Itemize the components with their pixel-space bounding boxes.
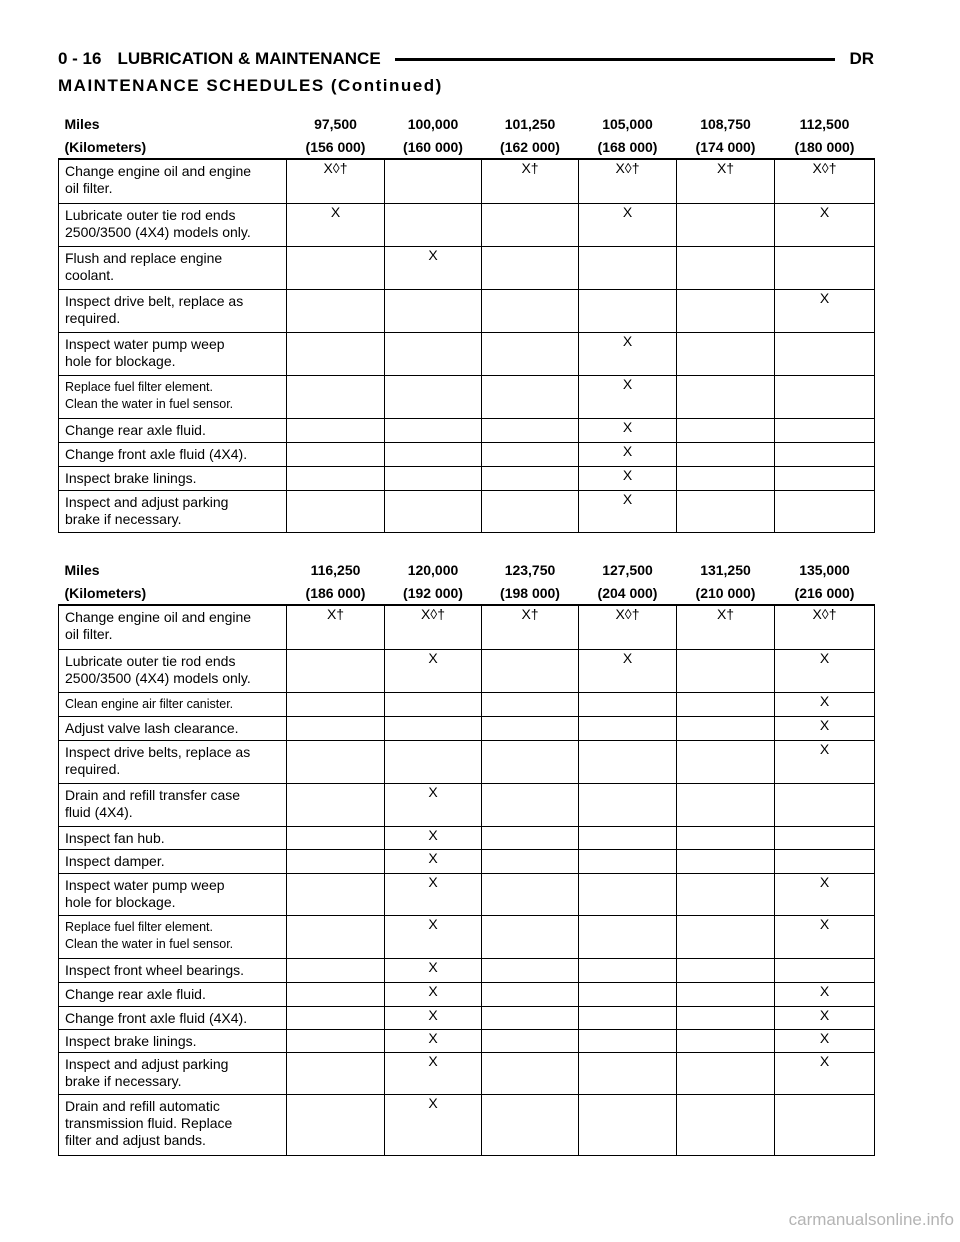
task-cell	[59, 332, 287, 375]
schedule-mark: X	[385, 1052, 482, 1094]
schedule-mark	[579, 1094, 677, 1155]
watermark	[0, 1210, 960, 1230]
task-line: Inspect water pump weep	[65, 876, 225, 893]
schedule-mark	[482, 1052, 579, 1094]
schedule-mark	[482, 740, 579, 783]
schedule-mark: X	[287, 203, 385, 246]
table-row	[59, 1094, 875, 1155]
task-line: Drain and refill transfer case	[65, 786, 241, 803]
kilometers-header-row-value: (174 000)	[695, 138, 756, 155]
schedule-mark	[482, 332, 579, 375]
schedule-mark: X	[775, 982, 875, 1006]
table-row	[59, 915, 875, 958]
schedule-mark	[482, 1029, 579, 1052]
schedule-mark	[677, 1052, 775, 1094]
schedule-mark	[677, 418, 775, 442]
kilometers-header-row-value: (162 000)	[500, 138, 560, 155]
schedule-mark	[385, 466, 482, 490]
schedule-mark	[385, 692, 482, 716]
schedule-mark	[677, 716, 775, 740]
kilometers-header-row-value: (180 000)	[794, 138, 855, 155]
schedule-mark: X	[385, 958, 482, 982]
task-line: Inspect brake linings.	[65, 1032, 197, 1049]
schedule-mark	[482, 826, 579, 849]
task-line: Inspect drive belts, replace as	[65, 743, 251, 760]
kilometers-header-row-value: (204 000)	[597, 584, 658, 601]
schedule-mark	[677, 740, 775, 783]
schedule-mark: X	[775, 716, 875, 740]
task-line: Replace fuel filter element.	[65, 919, 213, 934]
kilometers-header-row-value: (156 000)	[305, 138, 366, 155]
schedule-mark: X	[775, 289, 875, 332]
task-cell	[59, 692, 287, 716]
miles-header-row-value: 112,500	[799, 116, 850, 132]
schedule-mark	[677, 375, 775, 418]
task-line: Change front axle fluid (4X4).	[65, 445, 248, 462]
schedule-mark	[287, 490, 385, 532]
task-line: filter and adjust bands.	[65, 1131, 206, 1148]
schedule-mark	[287, 982, 385, 1006]
schedule-mark	[482, 246, 579, 289]
schedule-mark	[677, 466, 775, 490]
table-row	[59, 442, 875, 466]
schedule-mark	[482, 783, 579, 826]
task-cell	[59, 982, 287, 1006]
schedule-mark	[287, 375, 385, 418]
task-line: Adjust valve lash clearance.	[65, 719, 239, 736]
schedule-mark: X†	[287, 605, 385, 649]
task-line: brake if necessary.	[65, 1072, 182, 1089]
page-number: 0 - 16	[58, 49, 102, 68]
schedule-mark	[287, 958, 385, 982]
schedule-mark: X	[579, 466, 677, 490]
kilometers-header-row-label: (Kilometers)	[64, 138, 147, 155]
chapter-title: LUBRICATION & MAINTENANCE	[117, 49, 381, 68]
task-cell	[59, 740, 287, 783]
task-line: hole for blockage.	[65, 352, 176, 369]
miles-header-row-value: 135,000	[799, 562, 850, 578]
schedule-mark	[482, 418, 579, 442]
schedule-mark: X	[385, 873, 482, 915]
schedule-mark	[677, 692, 775, 716]
task-cell	[59, 783, 287, 826]
schedule-mark	[385, 740, 482, 783]
schedule-mark	[287, 915, 385, 958]
schedule-mark	[775, 418, 875, 442]
miles-header-row-label: Miles	[64, 562, 100, 578]
schedule-mark	[287, 826, 385, 849]
task-line: oil filter.	[65, 626, 113, 642]
schedule-mark	[287, 1052, 385, 1094]
task-line: hole for blockage.	[65, 893, 176, 910]
schedule-mark	[287, 1006, 385, 1029]
table-row	[59, 873, 875, 915]
schedule-mark: X	[775, 915, 875, 958]
schedule-mark: X	[385, 1094, 482, 1155]
schedule-mark	[385, 332, 482, 375]
schedule-mark: X	[775, 1052, 875, 1094]
table-row	[59, 466, 875, 490]
schedule-mark	[287, 332, 385, 375]
schedule-mark	[579, 740, 677, 783]
schedule-mark: X	[579, 490, 677, 532]
schedule-mark	[775, 958, 875, 982]
task-line: 2500/3500 (4X4) models only.	[65, 669, 251, 686]
task-cell	[59, 418, 287, 442]
schedule-mark	[482, 958, 579, 982]
task-line: Inspect and adjust parking	[65, 493, 229, 510]
schedule-mark	[677, 289, 775, 332]
task-cell	[59, 605, 287, 649]
table-row	[59, 740, 875, 783]
task-cell	[59, 1029, 287, 1052]
schedule-mark	[287, 649, 385, 692]
schedule-mark: X	[579, 203, 677, 246]
schedule-mark	[579, 246, 677, 289]
schedule-table-2	[58, 559, 875, 1156]
table-row	[59, 958, 875, 982]
schedule-mark	[287, 740, 385, 783]
schedule-mark	[482, 692, 579, 716]
schedule-mark: X◊†	[287, 159, 385, 203]
task-cell	[59, 716, 287, 740]
schedule-mark	[482, 442, 579, 466]
schedule-mark: X◊†	[579, 605, 677, 649]
table-row	[59, 982, 875, 1006]
schedule-mark	[482, 649, 579, 692]
schedule-mark	[579, 716, 677, 740]
schedule-mark	[385, 442, 482, 466]
schedule-mark: X	[385, 1006, 482, 1029]
schedule-mark	[677, 826, 775, 849]
schedule-mark: X	[775, 692, 875, 716]
schedule-mark	[385, 289, 482, 332]
task-line: fluid (4X4).	[65, 803, 133, 820]
table-row	[59, 605, 875, 649]
schedule-mark	[482, 203, 579, 246]
schedule-mark	[287, 418, 385, 442]
schedule-mark: X	[385, 849, 482, 873]
schedule-mark	[579, 1029, 677, 1052]
schedule-mark	[677, 442, 775, 466]
task-line: Change engine oil and engine	[65, 609, 252, 625]
kilometers-header-row-value: (186 000)	[305, 584, 366, 601]
task-cell	[59, 490, 287, 532]
schedule-mark	[677, 915, 775, 958]
miles-header-row-value: 120,000	[407, 562, 459, 578]
schedule-mark	[677, 1006, 775, 1029]
task-cell	[59, 826, 287, 849]
table-row	[59, 332, 875, 375]
task-cell	[59, 1052, 287, 1094]
miles-header-row-value: 123,750	[504, 562, 556, 578]
table-row	[59, 849, 875, 873]
schedule-mark	[385, 375, 482, 418]
schedule-mark	[775, 332, 875, 375]
schedule-mark	[579, 958, 677, 982]
kilometers-header-row-value: (198 000)	[500, 584, 560, 601]
table-row	[59, 716, 875, 740]
schedule-mark: X	[579, 418, 677, 442]
task-line: Clean engine air filter canister.	[65, 696, 234, 711]
schedule-mark	[677, 246, 775, 289]
task-line: Change rear axle fluid.	[65, 985, 206, 1002]
miles-header-row-value: 116,250	[310, 562, 361, 578]
schedule-mark	[385, 716, 482, 740]
task-cell	[59, 159, 287, 203]
schedule-mark	[677, 849, 775, 873]
task-line: Clean the water in fuel sensor.	[65, 936, 234, 951]
schedule-mark: X	[385, 982, 482, 1006]
schedule-mark	[677, 490, 775, 532]
task-line: Change rear axle fluid.	[65, 421, 206, 438]
table-row	[59, 375, 875, 418]
schedule-mark	[775, 490, 875, 532]
task-cell	[59, 203, 287, 246]
schedule-mark: X◊†	[579, 159, 677, 203]
schedule-mark	[677, 332, 775, 375]
schedule-mark	[677, 958, 775, 982]
table-row	[59, 289, 875, 332]
task-cell	[59, 289, 287, 332]
table-row	[59, 203, 875, 246]
task-line: required.	[65, 760, 121, 777]
section-title: MAINTENANCE SCHEDULES (Continued)	[58, 76, 443, 95]
schedule-mark	[287, 466, 385, 490]
task-cell	[59, 1006, 287, 1029]
task-line: Inspect front wheel bearings.	[65, 961, 244, 978]
table-row	[59, 418, 875, 442]
task-line: 2500/3500 (4X4) models only.	[65, 223, 251, 240]
schedule-mark	[482, 466, 579, 490]
miles-header-row-label: Miles	[64, 116, 100, 132]
schedule-mark: X†	[482, 605, 579, 649]
schedule-mark	[579, 849, 677, 873]
schedule-mark: X	[385, 915, 482, 958]
schedule-mark	[385, 203, 482, 246]
schedule-mark	[287, 849, 385, 873]
miles-header-row-value: 108,750	[700, 116, 751, 132]
schedule-mark: X	[579, 375, 677, 418]
schedule-mark	[677, 1029, 775, 1052]
schedule-mark	[677, 203, 775, 246]
task-line: Clean the water in fuel sensor.	[65, 396, 234, 411]
task-cell	[59, 375, 287, 418]
schedule-mark: X	[579, 649, 677, 692]
schedule-mark	[775, 826, 875, 849]
task-line: coolant.	[65, 266, 115, 283]
task-line: brake if necessary.	[65, 510, 182, 527]
schedule-mark: X◊†	[385, 605, 482, 649]
schedule-mark: X◊†	[775, 159, 875, 203]
schedule-table-1	[58, 113, 875, 533]
task-line: Inspect brake linings.	[65, 469, 197, 486]
schedule-mark	[287, 692, 385, 716]
schedule-mark	[482, 490, 579, 532]
task-cell	[59, 958, 287, 982]
table-row	[59, 159, 875, 203]
kilometers-header-row	[59, 136, 875, 159]
table-row	[59, 1052, 875, 1094]
page-header	[58, 46, 874, 72]
schedule-mark	[579, 1052, 677, 1094]
miles-header-row-value: 97,500	[314, 116, 357, 132]
task-line: required.	[65, 309, 121, 326]
schedule-mark	[287, 783, 385, 826]
schedule-mark	[482, 982, 579, 1006]
schedule-mark	[775, 783, 875, 826]
kilometers-header-row-value: (168 000)	[597, 138, 658, 155]
schedule-mark	[677, 649, 775, 692]
schedule-mark	[385, 418, 482, 442]
task-cell	[59, 873, 287, 915]
task-line: Lubricate outer tie rod ends	[65, 652, 236, 669]
miles-header-row-value: 105,000	[602, 116, 653, 132]
task-line: Inspect and adjust parking	[65, 1055, 229, 1072]
task-cell	[59, 849, 287, 873]
miles-header-row-value: 101,250	[504, 116, 556, 132]
schedule-mark	[287, 289, 385, 332]
table-row	[59, 1006, 875, 1029]
schedule-mark	[677, 783, 775, 826]
schedule-mark	[385, 159, 482, 203]
header-rule	[395, 58, 836, 61]
task-cell	[59, 915, 287, 958]
schedule-mark: X	[385, 783, 482, 826]
table-row	[59, 783, 875, 826]
schedule-mark	[482, 849, 579, 873]
schedule-mark	[385, 490, 482, 532]
schedule-mark: X◊†	[775, 605, 875, 649]
task-cell	[59, 466, 287, 490]
schedule-mark	[287, 716, 385, 740]
task-line: Inspect water pump weep	[65, 335, 225, 352]
schedule-mark	[579, 783, 677, 826]
schedule-mark	[775, 246, 875, 289]
schedule-mark	[482, 716, 579, 740]
schedule-mark	[482, 289, 579, 332]
schedule-mark	[287, 1029, 385, 1052]
miles-header-row	[59, 113, 875, 136]
schedule-mark	[482, 1094, 579, 1155]
schedule-mark: X	[775, 1006, 875, 1029]
task-line: transmission fluid. Replace	[65, 1114, 233, 1131]
miles-header-row-value: 100,000	[407, 116, 459, 132]
task-cell	[59, 246, 287, 289]
schedule-mark: X	[385, 826, 482, 849]
schedule-mark	[287, 442, 385, 466]
schedule-mark	[775, 375, 875, 418]
schedule-mark: X†	[677, 605, 775, 649]
task-line: Replace fuel filter element.	[65, 379, 213, 394]
table-row	[59, 649, 875, 692]
miles-header-row	[59, 559, 875, 582]
schedule-mark: X	[385, 246, 482, 289]
task-line: Inspect damper.	[65, 852, 165, 869]
schedule-mark	[579, 289, 677, 332]
schedule-mark	[775, 466, 875, 490]
task-line: Change front axle fluid (4X4).	[65, 1009, 248, 1026]
schedule-mark	[482, 873, 579, 915]
schedule-mark	[579, 692, 677, 716]
schedule-mark: X	[579, 332, 677, 375]
task-line: Change engine oil and engine	[65, 163, 252, 179]
schedule-mark: X	[775, 649, 875, 692]
kilometers-header-row-value: (192 000)	[403, 584, 463, 601]
schedule-mark	[287, 873, 385, 915]
miles-header-row-value: 131,250	[700, 562, 751, 578]
schedule-mark	[677, 873, 775, 915]
schedule-mark	[482, 915, 579, 958]
schedule-mark: X	[775, 1029, 875, 1052]
task-line: Inspect fan hub.	[65, 829, 165, 846]
miles-header-row-value: 127,500	[602, 562, 653, 578]
kilometers-header-row-value: (210 000)	[695, 584, 756, 601]
task-cell	[59, 442, 287, 466]
chapter-code: DR	[849, 49, 874, 68]
schedule-mark: X	[775, 203, 875, 246]
task-line: oil filter.	[65, 180, 113, 196]
kilometers-header-row	[59, 582, 875, 605]
schedule-mark	[677, 982, 775, 1006]
task-cell	[59, 649, 287, 692]
table-row	[59, 246, 875, 289]
schedule-mark	[579, 982, 677, 1006]
schedule-mark	[287, 1094, 385, 1155]
kilometers-header-row-value: (216 000)	[794, 584, 855, 601]
kilometers-header-row-label: (Kilometers)	[64, 584, 147, 601]
schedule-mark	[579, 873, 677, 915]
kilometers-header-row-value: (160 000)	[403, 138, 463, 155]
schedule-mark: X†	[482, 159, 579, 203]
task-line: Inspect drive belt, replace as	[65, 292, 244, 309]
task-line: Lubricate outer tie rod ends	[65, 206, 236, 223]
schedule-mark	[482, 375, 579, 418]
schedule-mark	[775, 442, 875, 466]
schedule-mark: X	[385, 1029, 482, 1052]
schedule-mark: X†	[677, 159, 775, 203]
task-line: Flush and replace engine	[65, 249, 223, 266]
task-cell	[59, 1094, 287, 1155]
schedule-mark: X	[775, 873, 875, 915]
schedule-mark: X	[385, 649, 482, 692]
table-row	[59, 1029, 875, 1052]
schedule-mark	[579, 915, 677, 958]
schedule-mark	[287, 246, 385, 289]
schedule-mark	[775, 1094, 875, 1155]
table-row	[59, 826, 875, 849]
schedule-mark: X	[579, 442, 677, 466]
schedule-mark	[579, 826, 677, 849]
table-row	[59, 692, 875, 716]
schedule-mark	[579, 1006, 677, 1029]
schedule-mark	[677, 1094, 775, 1155]
schedule-mark	[775, 849, 875, 873]
table-row	[59, 490, 875, 532]
task-line: Drain and refill automatic	[65, 1097, 220, 1114]
schedule-mark: X	[775, 740, 875, 783]
watermark-text: carmanualsonline.info	[788, 1210, 954, 1229]
schedule-mark	[482, 1006, 579, 1029]
